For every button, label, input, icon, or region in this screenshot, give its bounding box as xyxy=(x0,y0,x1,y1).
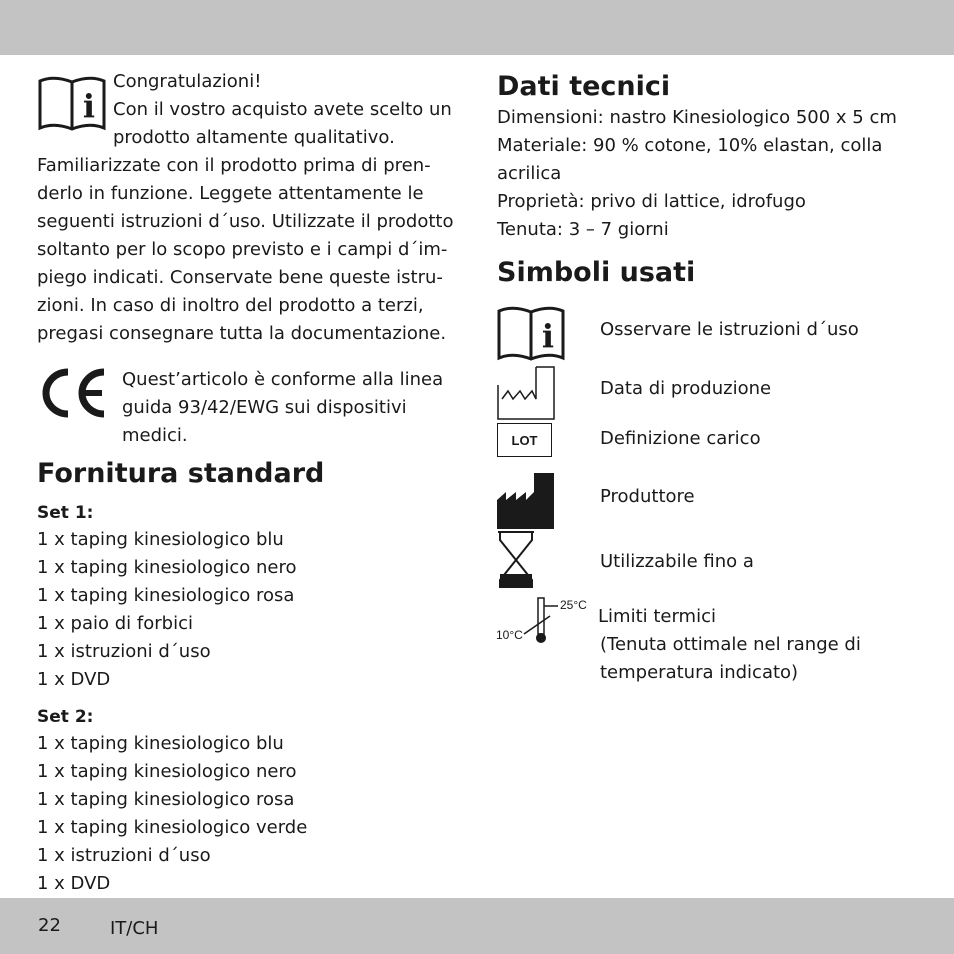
temp-line: (Tenuta ottimale nel range di xyxy=(600,634,861,655)
svg-text:i: i xyxy=(541,317,555,355)
symbol-label-instructions: Osservare le istruzioni d´uso xyxy=(600,319,859,340)
intro-line: prodotto altamente qualitativo. xyxy=(113,127,395,148)
intro-body-line: piego indicati. Conservate bene queste istru- xyxy=(37,267,443,288)
symbol-label-lot: Definizione carico xyxy=(600,428,761,449)
dati-line: acrilica xyxy=(497,163,562,184)
dati-title: Dati tecnici xyxy=(497,71,671,102)
svg-text:i: i xyxy=(82,87,96,125)
temp-text xyxy=(598,603,861,687)
svg-text:25°C: 25°C xyxy=(560,598,587,612)
dati-body xyxy=(497,104,897,244)
production-date-icon xyxy=(496,365,556,421)
intro-body xyxy=(37,152,454,348)
set-item: 1 x istruzioni d´uso xyxy=(37,641,211,662)
ce-line: guida 93/42/EWG sui dispositivi xyxy=(122,397,407,418)
manufacturer-icon xyxy=(496,472,556,530)
intro-body-line: zioni. In caso di inoltro del prodotto a terzi, xyxy=(37,295,424,316)
set-item: 1 x paio di forbici xyxy=(37,613,193,634)
intro-line: Congratulazioni! xyxy=(113,71,262,92)
temp-line: temperatura indicato) xyxy=(600,662,799,683)
intro-head xyxy=(113,68,452,152)
set-item: 1 x taping kinesiologico rosa xyxy=(37,789,295,810)
page-language: IT/CH xyxy=(110,918,159,939)
temp-line: Limiti termici xyxy=(598,606,716,627)
set-item: 1 x taping kinesiologico nero xyxy=(37,761,297,782)
set-item: 1 x DVD xyxy=(37,873,111,894)
set-item: 1 x taping kinesiologico verde xyxy=(37,817,308,838)
lot-icon xyxy=(497,423,552,457)
ce-line: Quest’articolo è conforme alla linea xyxy=(122,369,444,390)
page-number: 22 xyxy=(38,915,61,936)
dati-line: Dimensioni: nastro Kinesiologico 500 x 5 cm xyxy=(497,107,897,128)
set1-block xyxy=(37,500,297,694)
set-item: 1 x istruzioni d´uso xyxy=(37,845,211,866)
intro-body-line: Familiarizzate con il prodotto prima di pren- xyxy=(37,155,431,176)
ce-text xyxy=(122,366,443,450)
intro-body-line: soltanto per lo scopo previsto e i campi d´im- xyxy=(37,239,448,260)
intro-line: Con il vostro acquisto avete scelto un xyxy=(113,99,452,120)
intro-body-line: pregasi consegnare tutta la documentazione. xyxy=(37,323,447,344)
symbol-label-expiry: Utilizzabile fino a xyxy=(600,551,754,572)
svg-text:10°C: 10°C xyxy=(496,628,523,642)
set-item: 1 x taping kinesiologico rosa xyxy=(37,585,295,606)
set-item: 1 x DVD xyxy=(37,669,111,690)
ce-line: medici. xyxy=(122,425,188,446)
top-band xyxy=(0,0,954,55)
dati-line: Tenuta: 3 – 7 giorni xyxy=(497,219,669,240)
intro-body-line: derlo in funzione. Leggete attentamente le xyxy=(37,183,424,204)
set2-label: Set 2: xyxy=(37,707,94,727)
set-item: 1 x taping kinesiologico blu xyxy=(37,733,284,754)
intro-body-line: seguenti istruzioni d´uso. Utilizzate il prodotto xyxy=(37,211,454,232)
dati-line: Proprietà: privo di lattice, idrofugo xyxy=(497,191,806,212)
symbol-label-manufacturer: Produttore xyxy=(600,486,695,507)
ce-mark-icon xyxy=(38,366,110,420)
lot-icon-label: LOT xyxy=(511,432,538,448)
set-item: 1 x taping kinesiologico nero xyxy=(37,557,297,578)
hourglass-icon xyxy=(496,530,536,590)
symbol-label-production-date: Data di produzione xyxy=(600,378,772,399)
instructions-book-icon xyxy=(37,73,107,131)
instructions-book-icon xyxy=(496,303,566,361)
fornitura-title: Fornitura standard xyxy=(37,458,325,489)
dati-line: Materiale: 90 % cotone, 10% elastan, colla xyxy=(497,135,883,156)
set1-label: Set 1: xyxy=(37,503,94,523)
simboli-title: Simboli usati xyxy=(497,257,696,288)
set2-block xyxy=(37,704,307,898)
thermometer-icon xyxy=(494,594,594,648)
set-item: 1 x taping kinesiologico blu xyxy=(37,529,284,550)
